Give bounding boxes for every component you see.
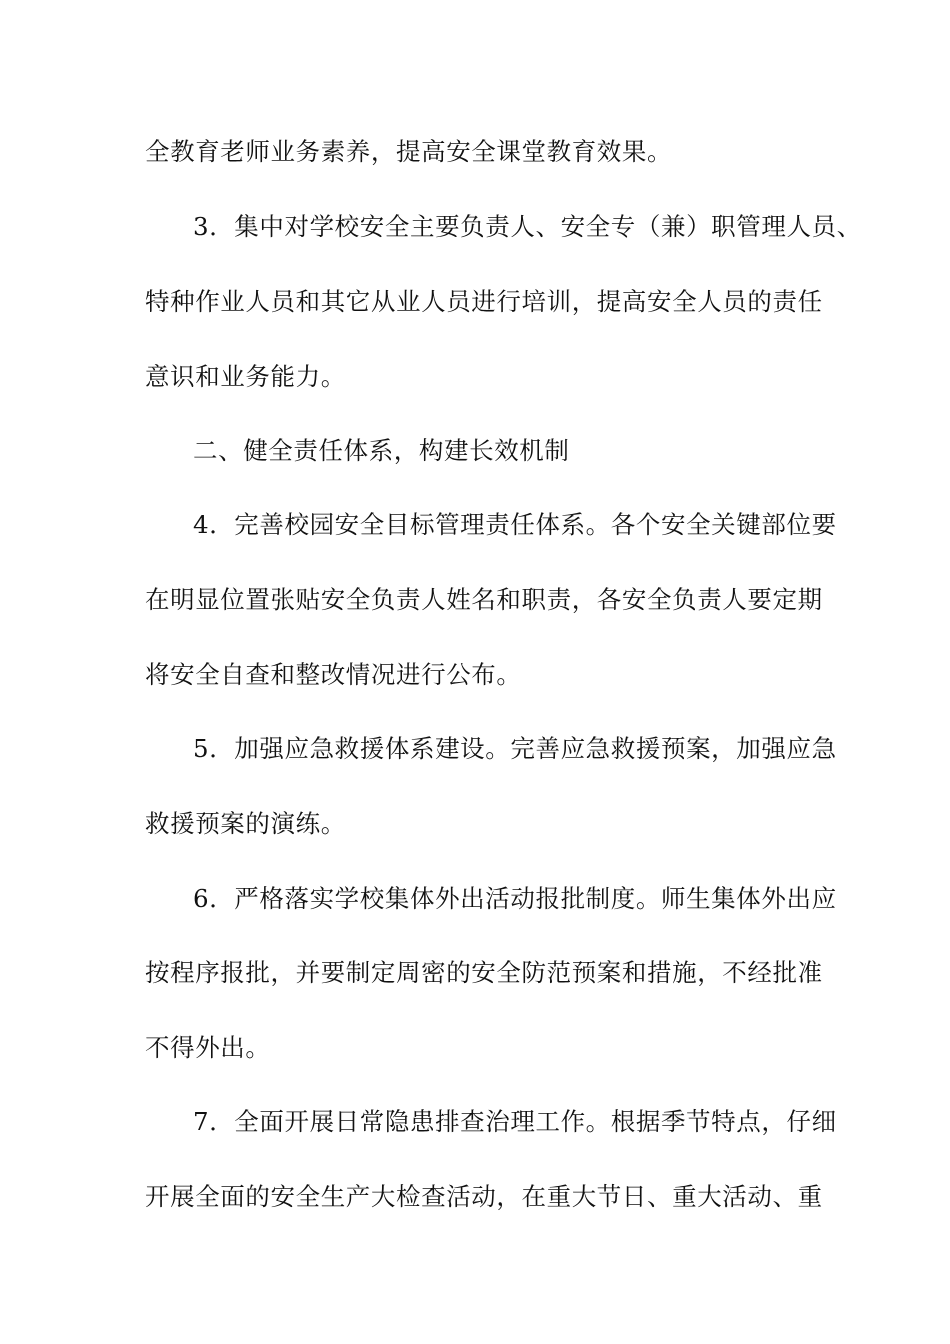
item-4-line-3: 将安全自查和整改情况进行公布。 bbox=[145, 660, 522, 689]
item-4-line-2: 在明显位置张贴安全负责人姓名和职责，各安全负责人要定期 bbox=[145, 585, 823, 614]
item-4-line-1: 4．完善校园安全目标管理责任体系。各个安全关键部位要 bbox=[193, 510, 837, 539]
item-7-line-2: 开展全面的安全生产大检查活动，在重大节日、重大活动、重 bbox=[145, 1182, 823, 1211]
item-3-line-2: 特种作业人员和其它从业人员进行培训，提高安全人员的责任 bbox=[145, 287, 823, 316]
section-heading-2: 二、健全责任体系，构建长效机制 bbox=[193, 436, 570, 465]
item-5-line-1: 5．加强应急救援体系建设。完善应急救援预案，加强应急 bbox=[193, 734, 837, 763]
item-6-line-1: 6．严格落实学校集体外出活动报批制度。师生集体外出应 bbox=[193, 884, 837, 913]
item-6-line-3: 不得外出。 bbox=[145, 1033, 271, 1062]
item-7-line-1: 7．全面开展日常隐患排查治理工作。根据季节特点，仔细 bbox=[193, 1107, 837, 1136]
item-3-line-1: 3．集中对学校安全主要负责人、安全专（兼）职管理人员、 bbox=[193, 212, 862, 241]
text-line-1: 全教育老师业务素养，提高安全课堂教育效果。 bbox=[145, 137, 673, 166]
item-3-line-3: 意识和业务能力。 bbox=[145, 362, 346, 391]
item-5-line-2: 救援预案的演练。 bbox=[145, 809, 346, 838]
item-6-line-2: 按程序报批，并要制定周密的安全防范预案和措施，不经批准 bbox=[145, 958, 823, 987]
